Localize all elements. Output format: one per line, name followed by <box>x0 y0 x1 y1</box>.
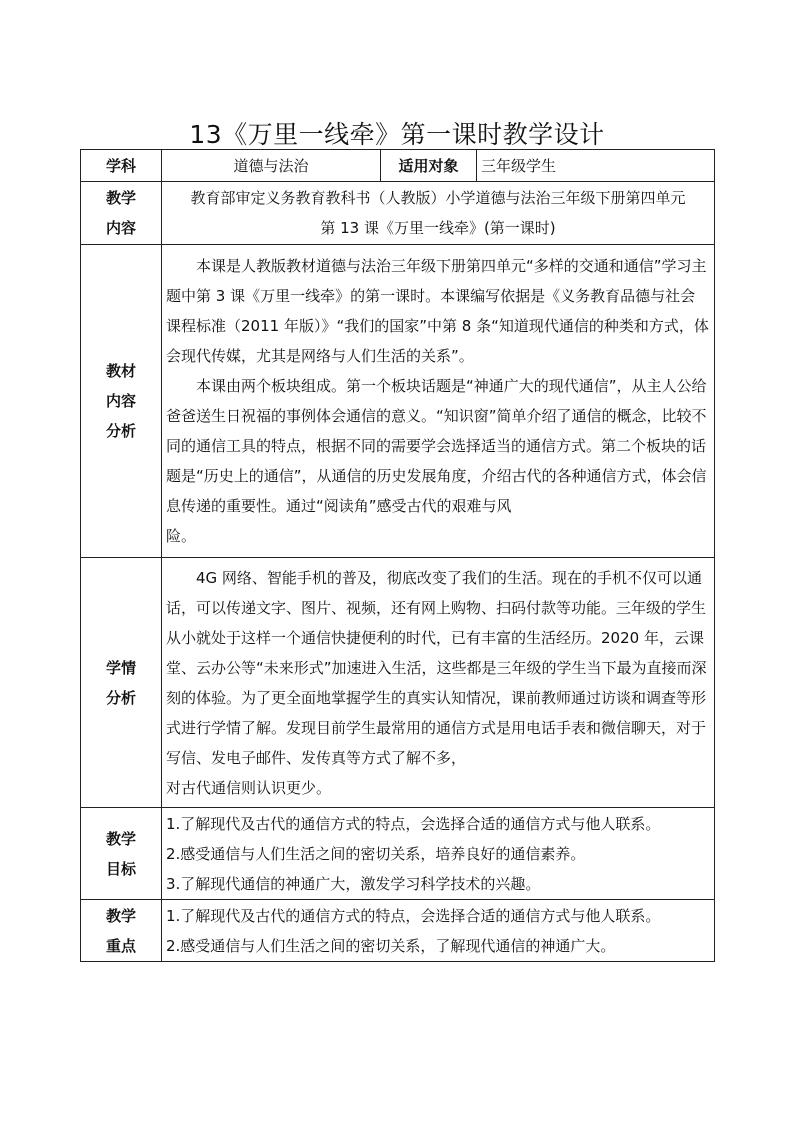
content-label-line: 内容 <box>105 219 136 237</box>
students-label-line: 分析 <box>105 688 136 707</box>
material-label-line: 分析 <box>105 422 136 440</box>
key-points-label-line: 教学 <box>105 906 136 925</box>
material-label <box>81 245 162 558</box>
goals-text <box>162 808 715 900</box>
material-text <box>162 245 715 558</box>
students-paragraph: 对古代通信则认识更少。 <box>166 778 332 797</box>
goals-label-line: 教学 <box>105 829 136 848</box>
students-paragraph: 4G 网络、智能手机的普及，彻底改变了我们的生活。现在的手机不仅可以通话，可以传递文字、图片、视频，还有网上购物、扫码付款等功能。三年级的学生从小就处于这样一个通信快捷便利的时代，已有丰富的生活经历。2020 年，云课堂、云办公等“未来形式”加速进入生活，这些都是三年级的学生当下最为直接而深刻的体验。为了更全面地掌握学生的真实认知情况，课前教师通过访谈和调查等形式进行学情了解。发现目前学生最常用的通信方式是用电话手表和微信聊天，对于写信、发电子邮件、发传真等方式了解不多， <box>166 568 707 767</box>
students-text <box>162 558 715 808</box>
content-row <box>81 182 715 245</box>
page-title: 13《万里一线牵》第一课时教学设计 <box>189 120 605 149</box>
audience-label: 适用对象 <box>381 150 477 182</box>
key-point-item: 2.感受通信与人们生活之间的密切关系，了解现代通信的神通广大。 <box>166 936 616 955</box>
key-point-item: 1.了解现代及古代的通信方式的特点，会选择合适的通信方式与他人联系。 <box>166 906 661 925</box>
students-label <box>81 558 162 808</box>
material-paragraph: 险。 <box>166 527 197 545</box>
goal-item: 3.了解现代通信的神通广大，激发学习科学技术的兴趣。 <box>166 874 541 893</box>
subject-value: 道德与法治 <box>162 150 381 182</box>
content-label-line: 教学 <box>105 189 136 207</box>
material-row <box>81 245 715 558</box>
goals-row <box>81 808 715 900</box>
lesson-plan-table <box>80 149 715 962</box>
content-line: 第 13 课《万里一线牵》(第一课时) <box>320 219 556 237</box>
content-label <box>81 182 162 245</box>
material-label-line: 内容 <box>105 392 136 410</box>
material-paragraph: 本课是人教版教材道德与法治三年级下册第四单元“多样的交通和通信”学习主题中第 3 课《万里一线牵》的第一课时。本课编写依据是《义务教育品德与社会课程标准（2011 年版）》“我们的国家”中第 8 条“知道现代通信的种类和方式，体会现代传媒，尤其是网络与人们生活的关系”。 <box>166 257 709 365</box>
key-points-label <box>81 900 162 962</box>
key-points-label-line: 重点 <box>105 936 136 955</box>
goals-label <box>81 808 162 900</box>
goal-item: 2.感受通信与人们生活之间的密切关系，培养良好的通信素养。 <box>166 844 586 863</box>
content-text <box>162 182 715 245</box>
material-paragraph: 本课由两个板块组成。第一个板块话题是“神通广大的现代通信”，从主人公给爸爸送生日祝福的事例体会通信的意义。“知识窗”简单介绍了通信的概念，比较不同的通信工具的特点，根据不同的需要学会选择适当的通信方式。第二个板块的话题是“历史上的通信”，从通信的历史发展角度，介绍古代的各种通信方式，体会信息传递的重要性。通过“阅读角”感受古代的艰难与风 <box>166 377 707 515</box>
subject-label: 学科 <box>81 150 162 182</box>
students-row <box>81 558 715 808</box>
material-label-line: 教材 <box>105 362 136 380</box>
key-points-row <box>81 900 715 962</box>
content-line: 教育部审定义务教育教科书（人教版）小学道德与法治三年级下册第四单元 <box>190 189 686 207</box>
goal-item: 1.了解现代及古代的通信方式的特点，会选择合适的通信方式与他人联系。 <box>166 814 661 833</box>
students-label-line: 学情 <box>105 658 136 677</box>
goals-label-line: 目标 <box>105 859 136 878</box>
key-points-text <box>162 900 715 962</box>
header-row <box>81 150 715 182</box>
audience-value: 三年级学生 <box>477 150 715 182</box>
